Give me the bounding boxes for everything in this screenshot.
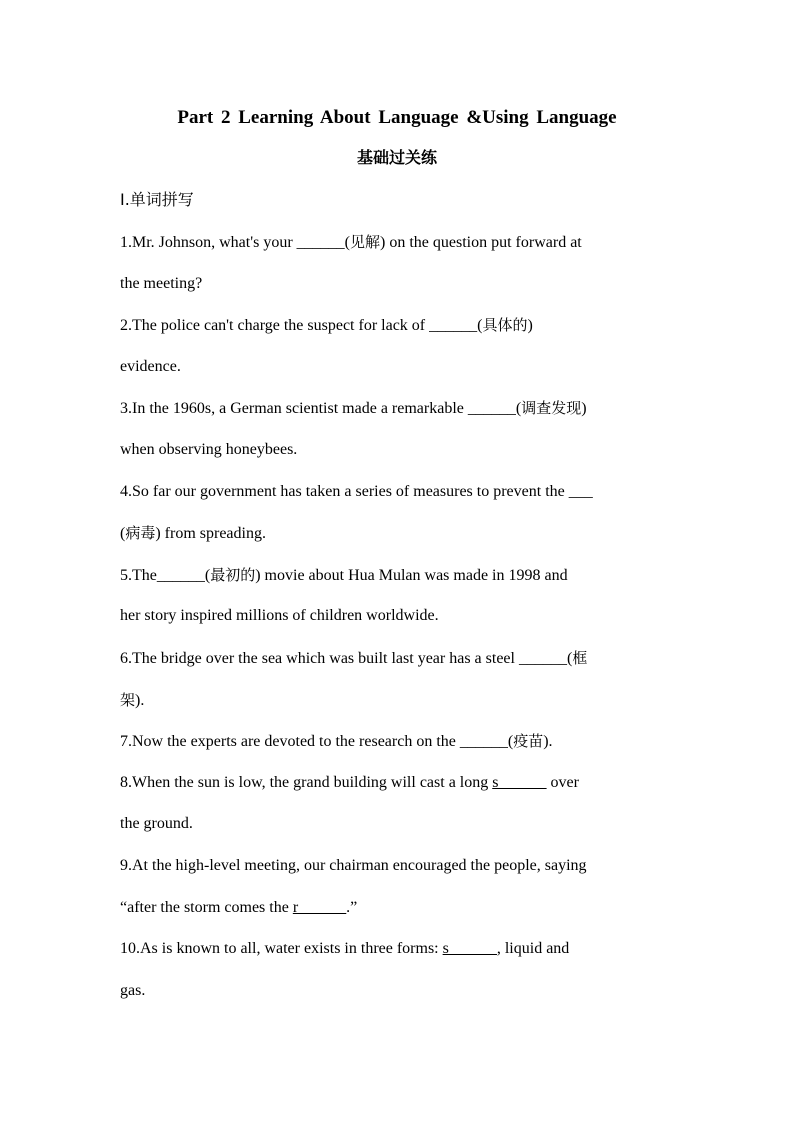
exercise-line: [120, 312, 678, 354]
chinese-hint: 疫苗: [513, 732, 544, 751]
line-text: the ground.: [120, 815, 193, 833]
line-text: “after the storm comes the: [120, 898, 293, 916]
exercise-line: [120, 770, 678, 812]
section-heading: Ⅰ.单词拼写: [120, 190, 194, 209]
chinese-hint: 调查发现: [521, 399, 582, 418]
exercise-line: [120, 811, 678, 853]
line-text: ) movie about Hua Mulan was made in 1998 and: [255, 566, 568, 584]
exercise-line: [120, 562, 678, 604]
line-text: , liquid and: [496, 940, 570, 958]
exercise-line: [120, 271, 678, 313]
answer-blank: r______: [292, 898, 347, 916]
line-text: 5.The______(: [120, 566, 211, 584]
line-text: her story inspired millions of children worldwide.: [120, 607, 439, 625]
exercise-line: [120, 978, 678, 1020]
line-text: 1.Mr. Johnson, what's your ______(: [120, 234, 350, 251]
line-text: ): [581, 400, 587, 418]
answer-blank: s______: [492, 773, 547, 791]
exercise-line: [120, 520, 678, 562]
line-text: .”: [346, 898, 358, 916]
line-text: over: [546, 773, 579, 791]
line-text: ) from spreading.: [155, 525, 266, 543]
line-text: 4.So far our government has taken a series of measures to prevent the ___: [120, 482, 593, 500]
answer-blank: s______: [442, 940, 497, 958]
exercise-line: [120, 853, 678, 895]
exercise-list: [120, 229, 678, 1019]
line-text: evidence.: [120, 357, 181, 375]
exercise-line: [120, 645, 678, 687]
chinese-hint: 架: [120, 690, 136, 709]
line-text: (: [120, 525, 126, 543]
line-text: when observing honeybees.: [120, 440, 298, 458]
exercise-line: [120, 728, 678, 770]
line-text: ).: [543, 733, 553, 751]
exercise-line: [120, 479, 678, 521]
line-text: the meeting?: [120, 274, 203, 292]
chinese-hint: 见解: [350, 233, 381, 251]
line-text: ) on the question put forward at: [380, 234, 582, 251]
line-text: 6.The bridge over the sea which was built last year has a steel ______(: [120, 649, 573, 667]
page-title: Part 2 Learning About Language &Using Language: [177, 107, 617, 128]
line-text: 9.At the high-level meeting, our chairman encouraged the people, saying: [120, 856, 587, 874]
exercise-line: [120, 437, 678, 479]
line-text: 10.As is known to all, water exists in three forms:: [120, 940, 443, 958]
line-text: 8.When the sun is low, the grand building will cast a long: [120, 773, 493, 791]
exercise-line: [120, 395, 678, 437]
page-subtitle: 基础过关练: [356, 148, 437, 167]
exercise-line: [120, 354, 678, 396]
line-text: ): [527, 317, 533, 335]
chinese-hint: 病毒: [125, 524, 156, 543]
exercise-line: [120, 936, 678, 978]
exercise-line: [120, 895, 678, 937]
chinese-hint: 框: [572, 648, 588, 667]
chinese-hint: 具体的: [482, 316, 528, 335]
line-text: 2.The police can't charge the suspect for lack of ______(: [120, 317, 483, 335]
line-text: ).: [135, 691, 145, 709]
line-text: gas.: [120, 981, 146, 999]
exercise-line: [120, 229, 678, 271]
chinese-hint: 最初的: [210, 565, 256, 584]
exercise-line: [120, 687, 678, 729]
exercise-line: [120, 603, 678, 645]
line-text: 7.Now the experts are devoted to the research on the ______(: [120, 733, 514, 751]
line-text: 3.In the 1960s, a German scientist made a remarkable ______(: [120, 400, 522, 418]
